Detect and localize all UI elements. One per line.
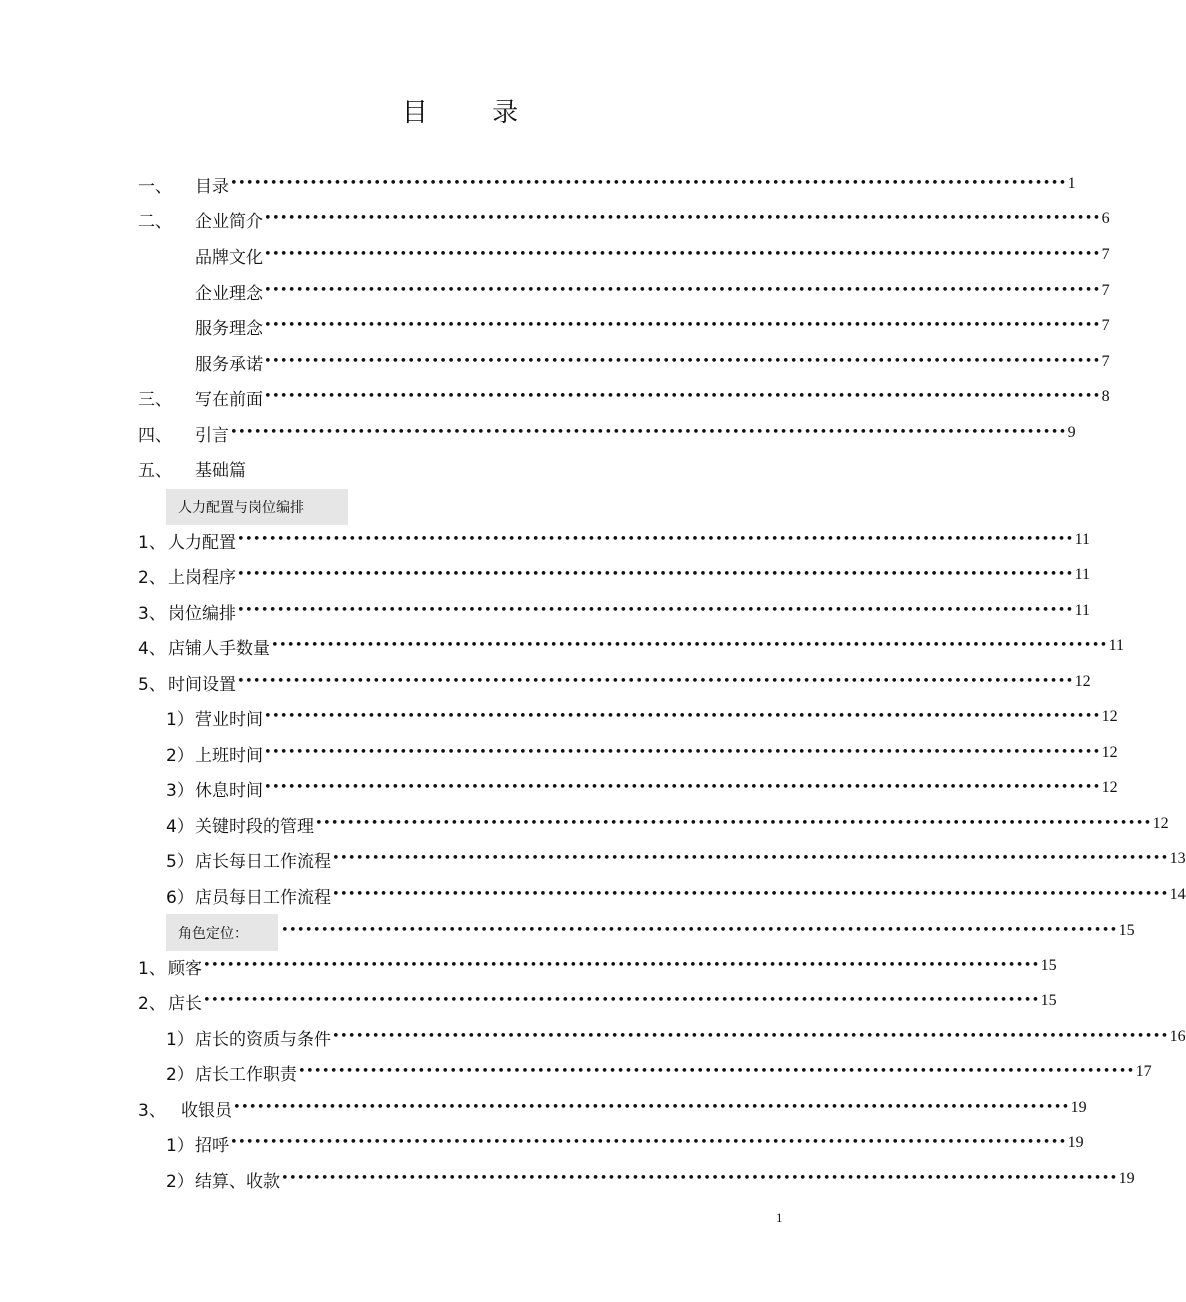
toc-leader-dots: ••••••••••••••••••••••••••••••••••••••••••••••••••••••••••••••••••••••••••••••••••••••••••••••••••••••••• bbox=[281, 923, 1118, 938]
toc-page-number: 14 bbox=[1169, 886, 1186, 903]
toc-item-number: 五、 bbox=[138, 460, 172, 481]
toc-entry[interactable] bbox=[195, 844, 1186, 874]
toc-entry-label: 店长每日工作流程 bbox=[195, 851, 331, 872]
toc-leader-dots: ••••••••••••••••••••••••••••••••••••••••••••••••••••••••••••••••••••••••••••••••••••••••••••••••••••••••• bbox=[237, 674, 1074, 689]
page-title: 目 录 bbox=[401, 98, 547, 128]
toc-page-number: 7 bbox=[1101, 317, 1110, 334]
toc-entry[interactable] bbox=[195, 1164, 1135, 1194]
toc-page-number: 11 bbox=[1074, 602, 1091, 619]
toc-entry[interactable] bbox=[195, 204, 1110, 234]
toc-entry[interactable] bbox=[168, 667, 1091, 697]
toc-leader-dots: ••••••••••••••••••••••••••••••••••••••••••••••••••••••••••••••••••••••••••••••••••••••••••••••••••••••••• bbox=[230, 1135, 1067, 1150]
toc-item-number: 1、 bbox=[138, 532, 166, 553]
toc-entry-label: 企业理念 bbox=[195, 283, 263, 304]
toc-leader-dots: ••••••••••••••••••••••••••••••••••••••••••••••••••••••••••••••••••••••••••••••••••••••••••••••••••••••••• bbox=[298, 1064, 1135, 1079]
toc-entry[interactable] bbox=[195, 311, 1110, 341]
toc-leader-dots: ••••••••••••••••••••••••••••••••••••••••••••••••••••••••••••••••••••••••••••••••••••••••••••••••••••••••• bbox=[264, 745, 1101, 760]
toc-entry[interactable] bbox=[168, 560, 1091, 590]
toc-leader-dots: ••••••••••••••••••••••••••••••••••••••••••••••••••••••••••••••••••••••••••••••••••••••••••••••••••••••••• bbox=[264, 780, 1101, 795]
toc-entry-label: 岗位编排 bbox=[168, 603, 236, 624]
toc-leader-dots: ••••••••••••••••••••••••••••••••••••••••••••••••••••••••••••••••••••••••••••••••••••••••••••••••••••••••• bbox=[264, 211, 1101, 226]
toc-item-number: 1） bbox=[166, 1029, 194, 1050]
toc-page-number: 13 bbox=[1169, 850, 1186, 867]
section-heading-label: 人力配置与岗位编排 bbox=[178, 500, 304, 516]
toc-entry[interactable] bbox=[181, 1093, 1087, 1123]
toc-entry[interactable] bbox=[168, 525, 1091, 555]
toc-page-number: 15 bbox=[1040, 957, 1057, 974]
page-number: 1 bbox=[776, 1210, 783, 1225]
toc-leader-dots: ••••••••••••••••••••••••••••••••••••••••••••••••••••••••••••••••••••••••••••••••••••••••••••••••••••••••• bbox=[230, 425, 1067, 440]
toc-entry[interactable] bbox=[195, 1057, 1152, 1087]
toc-entry-label: 店长工作职责 bbox=[195, 1064, 297, 1085]
toc-entry[interactable] bbox=[195, 738, 1118, 768]
toc-entry[interactable] bbox=[195, 382, 1110, 412]
toc-page-number: 7 bbox=[1101, 353, 1110, 370]
toc-leader-dots: ••••••••••••••••••••••••••••••••••••••••••••••••••••••••••••••••••••••••••••••••••••••••••••••••••••••••• bbox=[271, 638, 1108, 653]
toc-entry[interactable] bbox=[168, 951, 1057, 981]
toc-entry-label: 写在前面 bbox=[195, 389, 263, 410]
toc-entry-label: 目录 bbox=[195, 176, 229, 197]
toc-item-number: 3） bbox=[166, 780, 194, 801]
toc-page-number: 11 bbox=[1108, 637, 1125, 654]
toc-item-number: 三、 bbox=[138, 389, 172, 410]
toc-entry-label: 人力配置 bbox=[168, 532, 236, 553]
toc-entry[interactable] bbox=[195, 773, 1118, 803]
toc-page-number: 12 bbox=[1101, 744, 1118, 761]
toc-leader-dots: ••••••••••••••••••••••••••••••••••••••••••••••••••••••••••••••••••••••••••••••••••••••••••••••••••••••••• bbox=[264, 318, 1101, 333]
section-heading-staffing bbox=[166, 489, 348, 525]
toc-item-number: 1） bbox=[166, 1135, 194, 1156]
toc-item-number: 4、 bbox=[138, 638, 166, 659]
toc-leader-dots: ••••••••••••••••••••••••••••••••••••••••••••••••••••••••••••••••••••••••••••••••••••••••••••••••••••••••• bbox=[332, 851, 1169, 866]
toc-item-number: 2、 bbox=[138, 567, 166, 588]
toc-entry-label: 服务理念 bbox=[195, 318, 263, 339]
toc-entry[interactable] bbox=[168, 631, 1125, 661]
toc-page-number: 15 bbox=[1118, 922, 1135, 939]
toc-page-number: 11 bbox=[1074, 531, 1091, 548]
toc-page-number: 19 bbox=[1118, 1170, 1135, 1187]
toc-leader-dots: ••••••••••••••••••••••••••••••••••••••••••••••••••••••••••••••••••••••••••••••••••••••••••••••••••••••••• bbox=[332, 887, 1169, 902]
toc-entry[interactable] bbox=[195, 169, 1076, 199]
toc-leader-dots: ••••••••••••••••••••••••••••••••••••••••••••••••••••••••••••••••••••••••••••••••••••••••••••••••••••••••• bbox=[237, 603, 1074, 618]
toc-entry[interactable] bbox=[195, 809, 1169, 839]
toc-entry-label: 休息时间 bbox=[195, 780, 263, 801]
toc-entry-label: 顾客 bbox=[168, 958, 202, 979]
toc-page-number: 19 bbox=[1067, 1134, 1084, 1151]
toc-item-number: 1） bbox=[166, 709, 194, 730]
toc-entry-label: 上岗程序 bbox=[168, 567, 236, 588]
toc-item-number: 2） bbox=[166, 745, 194, 766]
toc-entry[interactable] bbox=[168, 986, 1057, 1016]
toc-page-number: 12 bbox=[1074, 673, 1091, 690]
toc-entry-label: 引言 bbox=[195, 425, 229, 446]
toc-leader-dots: ••••••••••••••••••••••••••••••••••••••••••••••••••••••••••••••••••••••••••••••••••••••••••••••••••••••••• bbox=[264, 709, 1101, 724]
toc-entry[interactable] bbox=[195, 240, 1110, 270]
toc-leader-dots: ••••••••••••••••••••••••••••••••••••••••••••••••••••••••••••••••••••••••••••••••••••••••••••••••••••••••• bbox=[264, 283, 1101, 298]
toc-leader-dots: ••••••••••••••••••••••••••••••••••••••••••••••••••••••••••••••••••••••••••••••••••••••••••••••••••••••••• bbox=[264, 247, 1101, 262]
toc-entry-label: 收银员 bbox=[181, 1100, 232, 1121]
toc-page-number: 17 bbox=[1135, 1063, 1152, 1080]
toc-entry-label: 基础篇 bbox=[195, 460, 246, 481]
toc-page-number: 7 bbox=[1101, 246, 1110, 263]
toc-entry-label: 店员每日工作流程 bbox=[195, 887, 331, 908]
toc-entry-label: 服务承诺 bbox=[195, 354, 263, 375]
section-heading-roles bbox=[166, 914, 278, 951]
toc-entry[interactable] bbox=[195, 276, 1110, 306]
toc-page-number: 16 bbox=[1169, 1028, 1186, 1045]
toc-leader-dots: ••••••••••••••••••••••••••••••••••••••••••••••••••••••••••••••••••••••••••••••••••••••••••••••••••••••••• bbox=[332, 1029, 1169, 1044]
toc-entry[interactable] bbox=[195, 702, 1118, 732]
toc-item-number: 5、 bbox=[138, 674, 166, 695]
toc-page-number: 7 bbox=[1101, 282, 1110, 299]
toc-entry-label: 企业简介 bbox=[195, 211, 263, 232]
toc-entry-label: 店铺人手数量 bbox=[168, 638, 270, 659]
toc-entry-label: 店长的资质与条件 bbox=[195, 1029, 331, 1050]
toc-entry-label: 上班时间 bbox=[195, 745, 263, 766]
toc-item-number: 四、 bbox=[138, 425, 172, 446]
toc-page-number: 19 bbox=[1070, 1099, 1087, 1116]
toc-entry[interactable] bbox=[195, 1128, 1084, 1158]
toc-entry-label: 关键时段的管理 bbox=[195, 816, 314, 837]
toc-item-number: 二、 bbox=[138, 211, 172, 232]
toc-item-number: 3、 bbox=[138, 603, 166, 624]
toc-item-number: 3、 bbox=[138, 1100, 166, 1121]
toc-entry[interactable] bbox=[195, 453, 246, 483]
toc-leader-dots: ••••••••••••••••••••••••••••••••••••••••••••••••••••••••••••••••••••••••••••••••••••••••••••••••••••••••• bbox=[315, 816, 1152, 831]
toc-page-number: 12 bbox=[1101, 779, 1118, 796]
toc-leader-dots: ••••••••••••••••••••••••••••••••••••••••••••••••••••••••••••••••••••••••••••••••••••••••••••••••••••••••• bbox=[230, 176, 1067, 191]
toc-leader-dots: ••••••••••••••••••••••••••••••••••••••••••••••••••••••••••••••••••••••••••••••••••••••••••••••••••••••••• bbox=[264, 389, 1101, 404]
toc-leader-dots: ••••••••••••••••••••••••••••••••••••••••••••••••••••••••••••••••••••••••••••••••••••••••••••••••••••••••• bbox=[203, 993, 1040, 1008]
toc-leader-dots: ••••••••••••••••••••••••••••••••••••••••••••••••••••••••••••••••••••••••••••••••••••••••••••••••••••••••• bbox=[264, 354, 1101, 369]
toc-leader-dots: ••••••••••••••••••••••••••••••••••••••••••••••••••••••••••••••••••••••••••••••••••••••••••••••••••••••••• bbox=[233, 1100, 1070, 1115]
section-heading-label: 角色定位： bbox=[178, 925, 248, 942]
toc-item-number: 1、 bbox=[138, 958, 166, 979]
toc-entry[interactable] bbox=[280, 916, 1135, 946]
toc-entry[interactable] bbox=[168, 596, 1091, 626]
toc-page-number: 11 bbox=[1074, 566, 1091, 583]
toc-item-number: 4） bbox=[166, 816, 194, 837]
toc-page-number: 12 bbox=[1101, 708, 1118, 725]
toc-entry-label: 店长 bbox=[168, 993, 202, 1014]
toc-entry-label: 时间设置 bbox=[168, 674, 236, 695]
toc-leader-dots: ••••••••••••••••••••••••••••••••••••••••••••••••••••••••••••••••••••••••••••••••••••••••••••••••••••••••• bbox=[281, 1171, 1118, 1186]
toc-entry[interactable] bbox=[195, 347, 1110, 377]
toc-item-number: 5） bbox=[166, 851, 194, 872]
toc-item-number: 一、 bbox=[138, 176, 172, 197]
toc-item-number: 2） bbox=[166, 1064, 194, 1085]
toc-item-number: 6） bbox=[166, 887, 194, 908]
toc-page-number: 9 bbox=[1067, 424, 1076, 441]
toc-item-number: 2） bbox=[166, 1171, 194, 1192]
toc-entry-label: 结算、收款 bbox=[195, 1171, 280, 1192]
toc-leader-dots: ••••••••••••••••••••••••••••••••••••••••••••••••••••••••••••••••••••••••••••••••••••••••••••••••••••••••• bbox=[237, 532, 1074, 547]
toc-entry-label: 招呼 bbox=[195, 1135, 229, 1156]
toc-page-number: 6 bbox=[1101, 210, 1110, 227]
toc-entry[interactable] bbox=[195, 1022, 1186, 1052]
toc-leader-dots: ••••••••••••••••••••••••••••••••••••••••••••••••••••••••••••••••••••••••••••••••••••••••••••••••••••••••• bbox=[237, 567, 1074, 582]
toc-leader-dots: ••••••••••••••••••••••••••••••••••••••••••••••••••••••••••••••••••••••••••••••••••••••••••••••••••••••••• bbox=[203, 958, 1040, 973]
toc-item-number: 2、 bbox=[138, 993, 166, 1014]
toc-page-number: 12 bbox=[1152, 815, 1169, 832]
toc-page-number: 8 bbox=[1101, 388, 1110, 405]
toc-page-number: 1 bbox=[1067, 175, 1076, 192]
toc-entry[interactable] bbox=[195, 418, 1076, 448]
toc-entry-label: 营业时间 bbox=[195, 709, 263, 730]
toc-entry[interactable] bbox=[195, 880, 1186, 910]
toc-page-number: 15 bbox=[1040, 992, 1057, 1009]
toc-entry-label: 品牌文化 bbox=[195, 247, 263, 268]
